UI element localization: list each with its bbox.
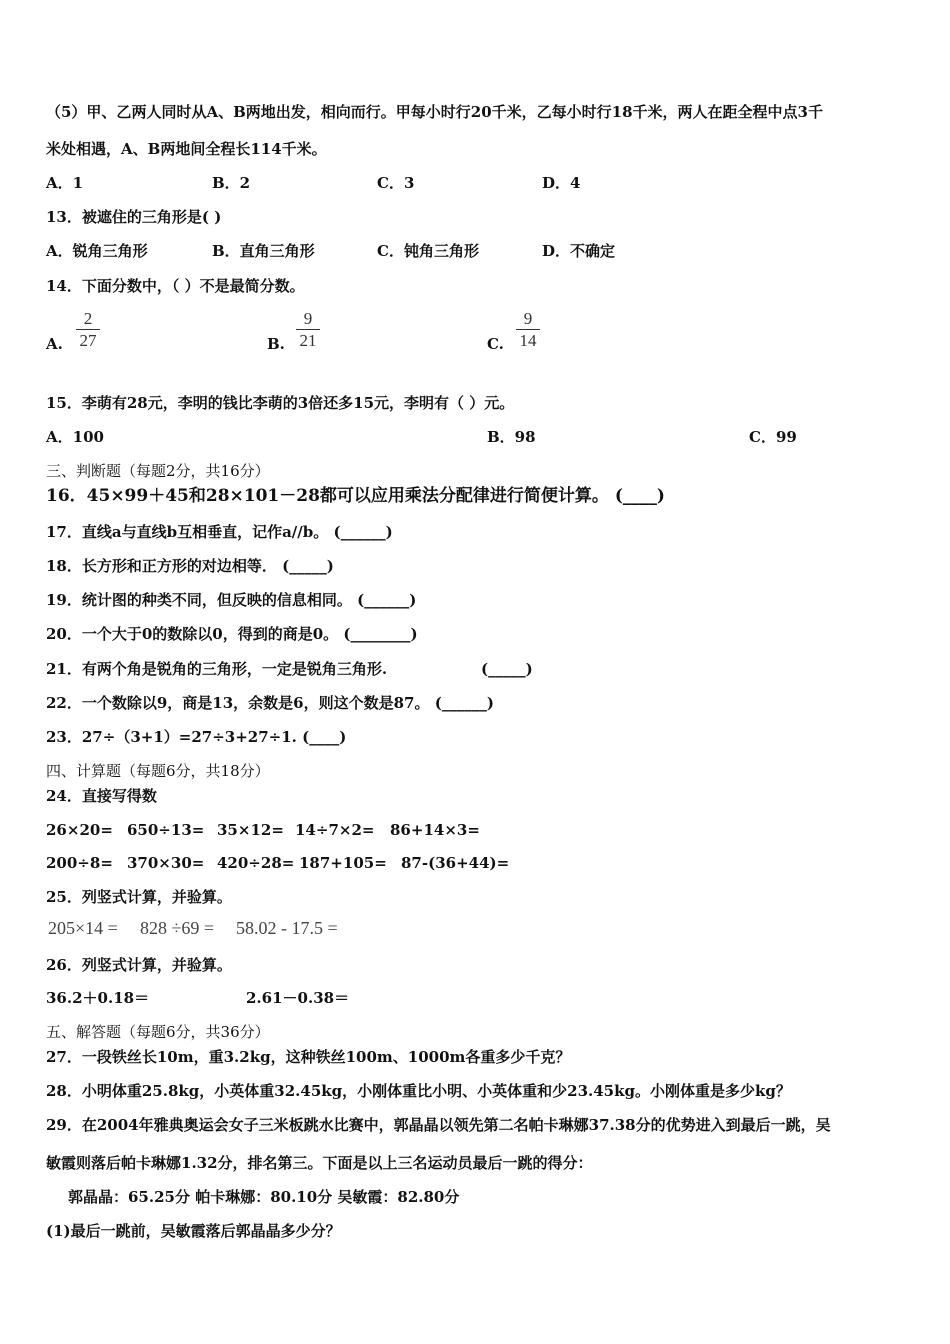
q27: 27．一段铁丝长10m，重3.2kg，这种铁丝100m、1000m各重多少千克？ xyxy=(46,1048,571,1066)
q14-option-c-label: C. xyxy=(487,335,504,353)
q12-5-option-b: B．2 xyxy=(212,174,251,192)
q24-item: 26×20= xyxy=(46,821,113,839)
q24-item: 14÷7×2= xyxy=(295,821,375,839)
q25-item: 828 ÷69 = xyxy=(140,918,215,938)
q13-option-d: D．不确定 xyxy=(542,242,616,260)
q15-option-c: C．99 xyxy=(749,428,797,446)
q14-option-b-label: B. xyxy=(267,335,285,353)
fraction-denominator: 27 xyxy=(79,331,97,350)
q29-line2: 敏霞则落后帕卡琳娜1.32分，排名第三。下面是以上三名运动员最后一跳的得分： xyxy=(46,1154,593,1172)
q24-item: 200÷8= xyxy=(46,854,113,872)
q12-5-line2: 米处相遇，A、B两地间全程长114千米。 xyxy=(46,140,327,158)
q24-item: 187+105= xyxy=(299,854,387,872)
fraction-numerator: 9 xyxy=(303,309,313,328)
q13-option-c: C．钝角三角形 xyxy=(377,242,479,260)
judge-20: 20．一个大于0的数除以0，得到的商是0。 (________) xyxy=(46,625,418,643)
q25-item: 58.02 - 17.5 = xyxy=(236,918,338,938)
section-4-heading: 四、计算题（每题6分，共18分） xyxy=(46,762,270,780)
q25-item: 205×14 = xyxy=(48,918,118,938)
q24-stem: 24．直接写得数 xyxy=(46,787,157,805)
section-3-heading: 三、判断题（每题2分，共16分） xyxy=(46,462,270,480)
q29-scores: 郭晶晶：65.25分 帕卡琳娜：80.10分 吴敏霞：82.80分 xyxy=(68,1188,460,1206)
q26-stem: 26．列竖式计算，并验算。 xyxy=(46,956,232,974)
judge-16: 16．45×99＋45和28×101－28都可以应用乘法分配律进行简便计算。 (____) xyxy=(46,486,665,506)
q25-stem: 25．列竖式计算，并验算。 xyxy=(46,888,232,906)
judge-21: 21．有两个角是锐角的三角形，一定是锐角三角形. xyxy=(46,660,388,678)
q24-item: 420÷28= xyxy=(217,854,295,872)
fraction-denominator: 21 xyxy=(299,331,317,350)
q12-5-option-c: C．3 xyxy=(377,174,415,192)
q15-option-a: A．100 xyxy=(46,428,104,446)
fraction-numerator: 9 xyxy=(523,309,533,328)
q28: 28．小明体重25.8kg，小英体重32.45kg，小刚体重比小明、小英体重和少23.45kg。小刚体重是多少kg？ xyxy=(46,1082,791,1100)
q12-5-option-a: A．1 xyxy=(46,174,84,192)
q24-item: 86+14×3= xyxy=(390,821,480,839)
q29-line1: 29．在2004年雅典奥运会女子三米板跳水比赛中，郭晶晶以领先第二名帕卡琳娜37.38分的优势进入到最后一跳，吴 xyxy=(46,1116,831,1134)
q24-item: 370×30= xyxy=(127,854,205,872)
q14-option-b-fraction xyxy=(296,309,320,352)
q15-stem: 15．李萌有28元，李明的钱比李萌的3倍还多15元，李明有（ ）元。 xyxy=(46,394,515,412)
q26-item: 36.2＋0.18＝ xyxy=(46,989,150,1007)
q14-option-a-fraction xyxy=(76,309,100,352)
q24-item: 87-(36+44)= xyxy=(401,854,510,872)
judge-22: 22．一个数除以9，商是13，余数是6，则这个数是87。 (______) xyxy=(46,694,494,712)
q12-5-option-d: D．4 xyxy=(542,174,581,192)
q24-item: 650÷13= xyxy=(127,821,205,839)
q14-stem: 14．下面分数中，（ ）不是最简分数。 xyxy=(46,277,305,295)
q14-option-a-label: A. xyxy=(46,335,63,353)
section-5-heading: 五、解答题（每题6分，共36分） xyxy=(46,1023,270,1041)
fraction-numerator: 2 xyxy=(83,309,93,328)
q12-5-line1: （5）甲、乙两人同时从A、B两地出发，相向而行。甲每小时行20千米，乙每小时行18千米，两人在距全程中点3千 xyxy=(46,103,823,121)
judge-23: 23．27÷（3+1）=27÷3+27÷1. (____) xyxy=(46,728,347,746)
q13-option-b: B．直角三角形 xyxy=(212,242,315,260)
q29-sub1: (1)最后一跳前，吴敏霞落后郭晶晶多少分？ xyxy=(46,1222,341,1240)
judge-21-blank: (_____) xyxy=(481,660,533,678)
judge-19: 19．统计图的种类不同，但反映的信息相同。 (______) xyxy=(46,591,417,609)
judge-17: 17．直线a与直线b互相垂直，记作a//b。 (______) xyxy=(46,523,393,541)
judge-18: 18．长方形和正方形的对边相等． (_____) xyxy=(46,557,334,575)
q14-option-c-fraction xyxy=(516,309,540,352)
q26-item: 2.61－0.38＝ xyxy=(246,989,350,1007)
q24-item: 35×12= xyxy=(217,821,284,839)
fraction-denominator: 14 xyxy=(519,331,537,350)
q13-option-a: A．锐角三角形 xyxy=(46,242,148,260)
q13-stem: 13．被遮住的三角形是( ) xyxy=(46,208,222,226)
q15-option-b: B．98 xyxy=(487,428,536,446)
